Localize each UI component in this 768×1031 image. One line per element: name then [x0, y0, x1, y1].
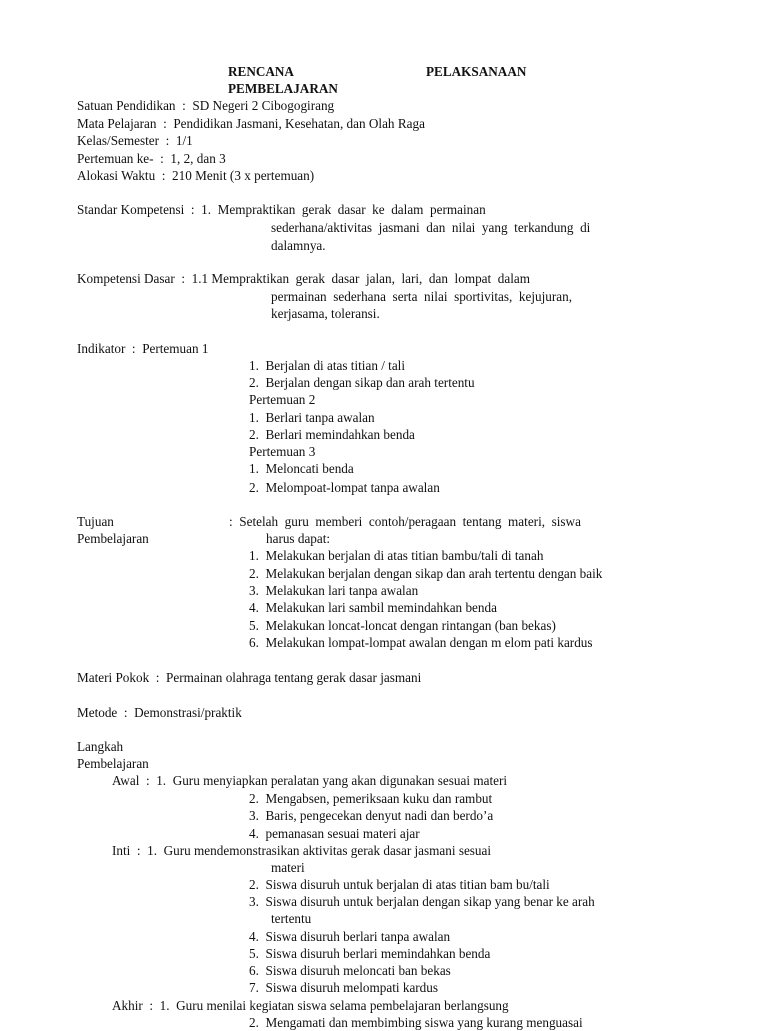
indikator-label: Indikator : Pertemuan 1	[77, 341, 209, 356]
langkah-label-1: Langkah	[77, 739, 124, 754]
metode: Metode : Demonstrasi/praktik	[77, 705, 242, 720]
identity-label: Alokasi Waktu	[77, 168, 156, 183]
identity-label: Pertemuan ke-	[77, 151, 154, 166]
indikator-item: 2. Berlari memindahkan benda	[249, 427, 415, 442]
identity-value: 1/1	[175, 133, 193, 148]
langkah-label-2: Pembelajaran	[77, 756, 149, 771]
langkah-inti-line: 4. Siswa disuruh berlari tanpa awalan	[249, 929, 451, 944]
identity-value: 210 Menit (3 x pertemuan)	[172, 168, 315, 183]
standar-line-1: Standar Kompetensi : 1. Mempraktikan gerak dasar ke dalam permainan	[77, 202, 486, 217]
langkah-inti-line: tertentu	[271, 911, 312, 926]
standar-line-3: dalamnya.	[271, 238, 326, 253]
identity-row-alokasi: Alokasi Waktu : 210 Menit (3 x pertemuan)	[77, 168, 315, 183]
identity-label: Satuan Pendidikan	[77, 98, 176, 113]
langkah-inti-line: 5. Siswa disuruh berlari memindahkan benda	[249, 946, 491, 961]
indikator-item: 2. Melompoat-lompat tanpa awalan	[249, 480, 440, 495]
tujuan-item: 6. Melakukan lompat-lompat awalan dengan m elom pati kardus	[249, 635, 593, 650]
tujuan-intro-2: harus dapat:	[266, 531, 331, 546]
identity-row-pertemuan: Pertemuan ke- : 1, 2, dan 3	[77, 151, 226, 166]
materi-pokok: Materi Pokok : Permainan olahraga tentang gerak dasar jasmani	[77, 670, 422, 685]
identity-row-mapel: Mata Pelajaran : Pendidikan Jasmani, Kesehatan, dan Olah Raga	[77, 116, 425, 131]
title-word-rencana: RENCANA	[228, 64, 294, 79]
langkah-awal-line: 4. pemanasan sesuai materi ajar	[249, 826, 420, 841]
langkah-akhir-line: 2. Mengamati dan membimbing siswa yang kurang menguasai	[249, 1015, 583, 1030]
kompetensi-line-1: Kompetensi Dasar : 1.1 Mempraktikan gerak dasar jalan, lari, dan lompat dalam	[77, 271, 530, 286]
kompetensi-line-3: kerjasama, toleransi.	[271, 306, 380, 321]
indikator-item: 1. Berjalan di atas titian / tali	[249, 358, 406, 373]
langkah-inti-line: 7. Siswa disuruh melompati kardus	[249, 980, 439, 995]
langkah-inti-line: 6. Siswa disuruh meloncati ban bekas	[249, 963, 451, 978]
tujuan-intro-1: : Setelah guru memberi contoh/peragaan tentang materi, siswa	[229, 514, 581, 529]
tujuan-label-2: Pembelajaran	[77, 531, 149, 546]
langkah-awal-line: Awal : 1. Guru menyiapkan peralatan yang akan digunakan sesuai materi	[112, 773, 508, 788]
indikator-item: 1. Meloncati benda	[249, 461, 354, 476]
langkah-awal-line: 3. Baris, pengecekan denyut nadi dan berdo’a	[249, 808, 494, 823]
identity-label: Mata Pelajaran	[77, 116, 157, 131]
indikator-item: 2. Berjalan dengan sikap dan arah tertentu	[249, 375, 475, 390]
identity-label: Kelas/Semester	[77, 133, 160, 148]
tujuan-item: 1. Melakukan berjalan di atas titian bambu/tali di tanah	[249, 548, 544, 563]
identity-row-kelas: Kelas/Semester : 1/1	[77, 133, 193, 148]
langkah-inti-line: materi	[271, 860, 305, 875]
title-word-pelaksanaan: PELAKSANAAN	[426, 64, 527, 79]
tujuan-label-1: Tujuan	[77, 514, 114, 529]
identity-value: 1, 2, dan 3	[170, 151, 226, 166]
identity-row-satuan: Satuan Pendidikan : SD Negeri 2 Cibogogirang	[77, 98, 335, 113]
title-word-pembelajaran: PEMBELAJARAN	[228, 81, 338, 96]
tujuan-item: 4. Melakukan lari sambil memindahkan benda	[249, 600, 497, 615]
tujuan-item: 2. Melakukan berjalan dengan sikap dan arah tertentu dengan baik	[249, 566, 603, 581]
langkah-awal-line: 2. Mengabsen, pemeriksaan kuku dan rambut	[249, 791, 493, 806]
standar-line-2: sederhana/aktivitas jasmani dan nilai yang terkandung di	[271, 220, 591, 235]
langkah-inti-line: 2. Siswa disuruh untuk berjalan di atas titian bam bu/tali	[249, 877, 550, 892]
kompetensi-line-2: permainan sederhana serta nilai sportivitas, kejujuran,	[271, 289, 573, 304]
langkah-inti-line: 3. Siswa disuruh untuk berjalan dengan sikap yang benar ke arah	[249, 894, 595, 909]
indikator-subheading: Pertemuan 3	[249, 444, 316, 459]
langkah-akhir-line: Akhir : 1. Guru menilai kegiatan siswa selama pembelajaran berlangsung	[112, 998, 509, 1013]
identity-value: Pendidikan Jasmani, Kesehatan, dan Olah Raga	[173, 116, 425, 131]
tujuan-item: 3. Melakukan lari tanpa awalan	[249, 583, 419, 598]
indikator-item: 1. Berlari tanpa awalan	[249, 410, 375, 425]
identity-value: SD Negeri 2 Cibogogirang	[192, 98, 335, 113]
langkah-inti-line: Inti : 1. Guru mendemonstrasikan aktivitas gerak dasar jasmani sesuai	[112, 843, 492, 858]
tujuan-item: 5. Melakukan loncat-loncat dengan rintangan (ban bekas)	[249, 618, 556, 633]
indikator-subheading: Pertemuan 2	[249, 392, 316, 407]
